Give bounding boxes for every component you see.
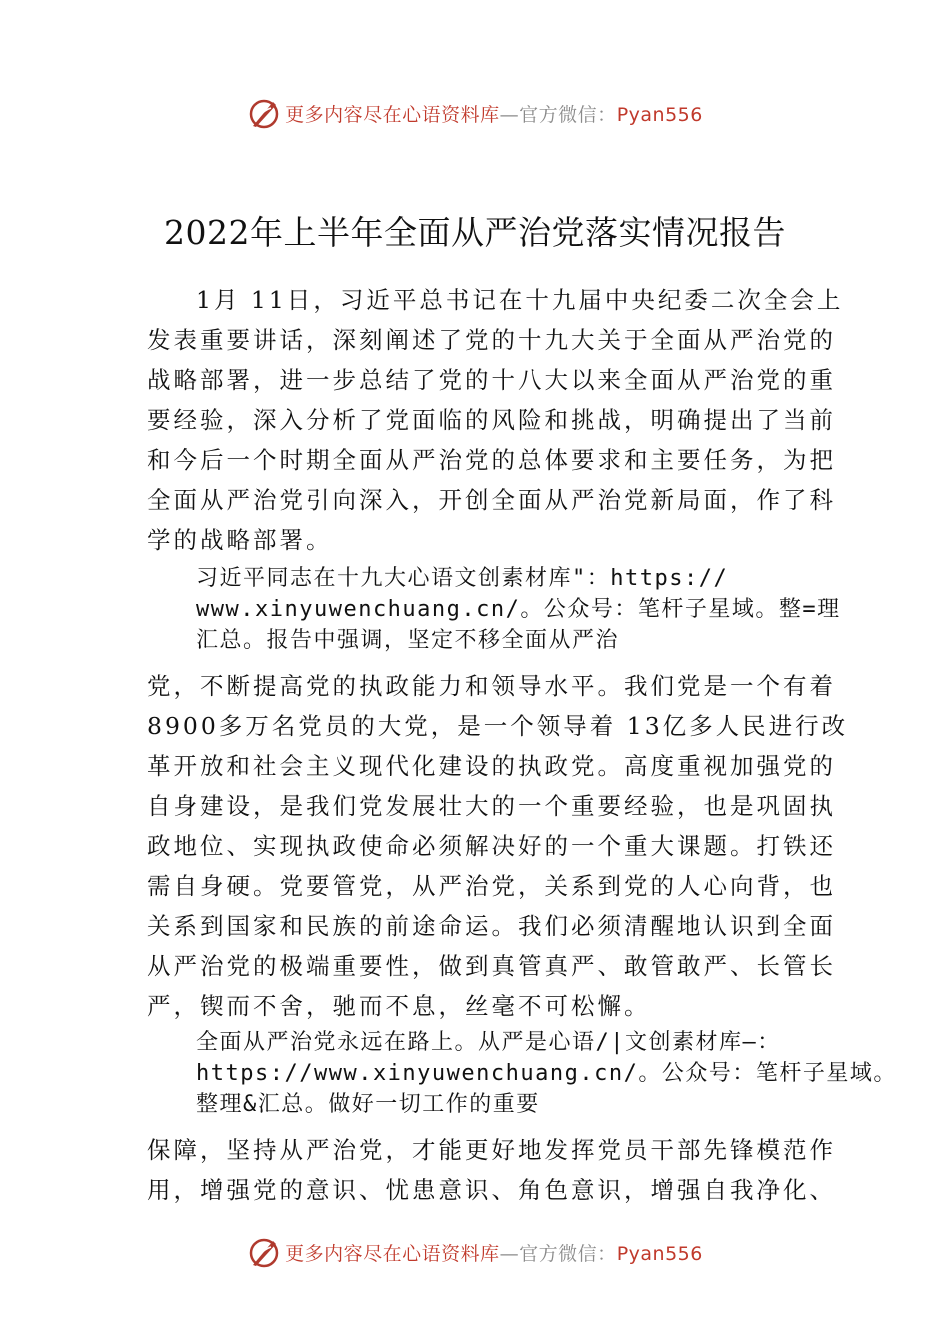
paragraph-1 bbox=[147, 280, 844, 560]
text-line: 严，锲而不舍，驰而不息，丝毫不可松懈。 bbox=[147, 992, 651, 1020]
banner-caption bbox=[285, 1239, 703, 1266]
inserted-watermark-2 bbox=[196, 1027, 897, 1120]
text-line: 用，增强党的意识、忧患意识、角色意识，增强自我净化、 bbox=[147, 1176, 836, 1204]
text-line: 8900多万名党员的大党，是一个领导着 13亿多人民进行改 bbox=[147, 712, 849, 740]
insert-line: 整理&汇总。做好一切工作的重要 bbox=[196, 1092, 540, 1117]
insert-line: https://www.xinyuwenchuang.cn/。公众号：笔杆子星域。 bbox=[196, 1061, 897, 1086]
paragraph-2 bbox=[147, 666, 849, 1026]
paragraph-3 bbox=[147, 1130, 836, 1210]
text-line: 学的战略部署。 bbox=[147, 526, 333, 554]
text-line: 关系到国家和民族的前途命运。我们必须清醒地认识到全面 bbox=[147, 912, 836, 940]
insert-line: 全面从严治党永远在路上。从严是心语/|文创素材库—： bbox=[196, 1030, 781, 1055]
text-line: 保障，坚持从严治党，才能更好地发挥党员干部先锋模范作 bbox=[147, 1136, 836, 1164]
insert-line: www.xinyuwenchuang.cn/。公众号：笔杆子星域。整=理 bbox=[196, 597, 841, 622]
banner-separator: — bbox=[499, 1242, 520, 1265]
text-line: 政地位、实现执政使命必须解决好的一个重大课题。打铁还 bbox=[147, 832, 836, 860]
document-title: 2022年上半年全面从严治党落实情况报告 bbox=[164, 213, 786, 253]
text-line: 全面从严治党引向深入，开创全面从严治党新局面，作了科 bbox=[147, 486, 836, 514]
text-line: 要经验，深入分析了党面临的风险和挑战，明确提出了当前 bbox=[147, 406, 836, 434]
banner-brand: 更多内容尽在心语资料库 bbox=[285, 1242, 500, 1265]
text-line: 从严治党的极端重要性，做到真管真严、敢管敢严、长管长 bbox=[147, 952, 836, 980]
text-line: 需自身硬。党要管党，从严治党，关系到党的人心向背，也 bbox=[147, 872, 836, 900]
inserted-watermark-1 bbox=[196, 563, 886, 656]
text-line: 战略部署，进一步总结了党的十八大以来全面从严治党的重 bbox=[147, 366, 836, 394]
banner-wechat-id: Pyan556 bbox=[616, 1242, 703, 1265]
insert-line: 习近平同志在十九大心语文创素材库"：https:// bbox=[196, 566, 729, 591]
text-line: 和今后一个时期全面从严治党的总体要求和主要任务，为把 bbox=[147, 446, 836, 474]
banner-separator: — bbox=[499, 103, 520, 126]
footer-banner bbox=[0, 1232, 950, 1272]
text-line: 自身建设，是我们党发展壮大的一个重要经验，也是巩固执 bbox=[147, 792, 836, 820]
banner-brand: 更多内容尽在心语资料库 bbox=[285, 103, 500, 126]
text-line: 党，不断提高党的执政能力和领导水平。我们党是一个有着 bbox=[147, 672, 836, 700]
banner-caption bbox=[285, 100, 703, 127]
quill-logo-icon bbox=[247, 1235, 281, 1269]
text-line: 1月 11日，习近平总书记在十九届中央纪委二次全会上 bbox=[196, 286, 844, 314]
insert-line: 汇总。报告中强调，坚定不移全面从严治 bbox=[196, 628, 620, 653]
header-banner bbox=[0, 93, 950, 133]
text-line: 发表重要讲话，深刻阐述了党的十九大关于全面从严治党的 bbox=[147, 326, 836, 354]
quill-logo-icon bbox=[247, 96, 281, 130]
banner-suffix: 官方微信： bbox=[519, 1242, 617, 1265]
banner-suffix: 官方微信： bbox=[519, 103, 617, 126]
banner-wechat-id: Pyan556 bbox=[616, 103, 703, 126]
text-line: 革开放和社会主义现代化建设的执政党。高度重视加强党的 bbox=[147, 752, 836, 780]
